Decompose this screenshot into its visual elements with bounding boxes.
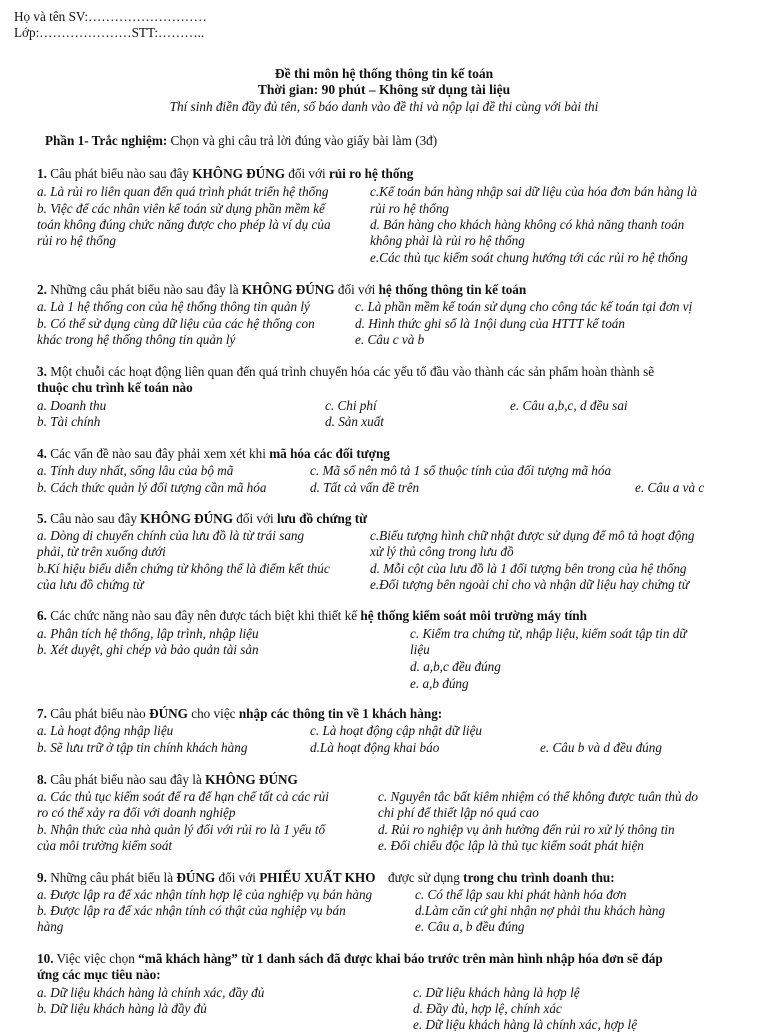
q6-option-e: e. a,b đúng bbox=[410, 676, 469, 691]
question-5-stem bbox=[37, 511, 367, 527]
q9-option-e: e. Câu a, b đều đúng bbox=[415, 919, 525, 934]
q1-option-b-cont: rủi ro hệ thống bbox=[37, 233, 117, 248]
q8-option-c: c. Nguyên tắc bất kiêm nhiệm có thể không được tuân thủ do bbox=[378, 789, 699, 804]
question-6-stem bbox=[37, 608, 587, 624]
question-emphasis: “mã khách hàng” từ 1 danh sách đã được khai báo trước trên màn hình nhập hóa đơn sẽ đáp bbox=[138, 951, 663, 966]
question-text: được sử dụng bbox=[388, 870, 460, 885]
q7-option-e: e. Câu b và d đều đúng bbox=[540, 740, 662, 755]
q10-option-d: d. Đầy đủ, hợp lệ, chính xác bbox=[413, 1001, 562, 1016]
q5-option-b-cont: của lưu đồ chứng từ bbox=[37, 577, 144, 592]
q1-option-c: c.Kế toán bán hàng nhập sai dữ liệu của hóa đơn bán hàng là bbox=[370, 184, 698, 199]
q2-option-b-cont: khác trong hệ thống thông tin quản lý bbox=[37, 332, 236, 347]
q5-option-d: d. Mỗi cột của lưu đồ là 1 đối tượng bên trong của hệ thống bbox=[370, 561, 687, 576]
question-emphasis: ứng các mục tiêu nào: bbox=[37, 967, 161, 982]
part1-label: Phần 1- Trắc nghiệm: bbox=[45, 133, 168, 148]
question-3-stem bbox=[37, 364, 654, 380]
question-2-stem bbox=[37, 282, 526, 298]
question-text: đối với bbox=[236, 511, 274, 526]
question-emphasis: ĐÚNG bbox=[149, 706, 188, 721]
question-number: 7. bbox=[37, 706, 47, 721]
q7-option-c: c. Là hoạt động cập nhật dữ liệu bbox=[310, 723, 483, 738]
q1-option-b: b. Việc để các nhân viên kế toán sử dụng phần mềm kế bbox=[37, 201, 325, 216]
question-text: Câu nào sau đây bbox=[50, 511, 137, 526]
question-3-stem-cont bbox=[37, 380, 193, 396]
q5-option-a-cont: phải, từ trên xuống dưới bbox=[37, 544, 166, 559]
exam-instructions: Thí sinh điền đầy đủ tên, số báo danh vào đề thi và nộp lại đề thi cùng với bài thi bbox=[169, 99, 599, 114]
q5-option-a: a. Dòng di chuyển chính của lưu đồ là từ trái sang bbox=[37, 528, 305, 543]
q9-option-b-cont: hàng bbox=[37, 919, 64, 934]
q9-option-d: d.Làm căn cứ ghi nhận nợ phải thu khách hàng bbox=[415, 903, 666, 918]
q8-option-c-cont: chi phí để thiết lập nó quá cao bbox=[378, 805, 539, 820]
q7-option-b: b. Sẽ lưu trữ ở tập tin chính khách hàng bbox=[37, 740, 248, 755]
part1-heading bbox=[45, 133, 437, 149]
q2-option-a: a. Là 1 hệ thống con của hệ thống thông tin quản lý bbox=[37, 299, 310, 314]
question-emphasis: lưu đồ chứng từ bbox=[276, 511, 368, 526]
question-emphasis: hệ thống thông tin kế toán bbox=[378, 282, 527, 297]
q10-option-e: e. Dữ liệu khách hàng là chính xác, hợp lệ bbox=[413, 1017, 638, 1032]
part1-text: Chọn và ghi câu trả lời đúng vào giấy bài làm (3đ) bbox=[170, 133, 438, 148]
q6-option-b: b. Xét duyệt, ghi chép và bảo quản tài sản bbox=[37, 642, 259, 657]
question-emphasis: KHÔNG ĐÚNG bbox=[241, 282, 335, 297]
question-text: Câu phát biểu nào sau đây bbox=[50, 166, 189, 181]
q8-option-b-cont: của môi trường kiểm soát bbox=[37, 838, 173, 853]
q3-option-a: a. Doanh thu bbox=[37, 398, 107, 413]
q6-option-d: d. a,b,c đều đúng bbox=[410, 659, 501, 674]
question-emphasis: rủi ro hệ thống bbox=[328, 166, 414, 181]
question-text: Các chức năng nào sau đây nên được tách biệt khi thiết kế bbox=[50, 608, 358, 623]
question-9-stem bbox=[37, 870, 615, 886]
question-8-stem bbox=[37, 772, 298, 788]
q2-option-b: b. Có thể sử dụng cùng dữ liệu của các hệ thống con bbox=[37, 316, 315, 331]
question-emphasis: KHÔNG ĐÚNG bbox=[205, 772, 298, 787]
q2-option-d: d. Hình thức ghi sổ là 1nội dung của HTTT kế toán bbox=[355, 316, 625, 331]
q4-option-b: b. Cách thức quản lý đối tượng cần mã hóa bbox=[37, 480, 267, 495]
question-text: Một chuỗi các hoạt động liên quan đến quá trình chuyển hóa các yếu tố đầu vào thành các sản phẩm hoàn thành sẽ bbox=[50, 364, 655, 379]
q10-option-c: c. Dữ liệu khách hàng là hợp lệ bbox=[413, 985, 580, 1000]
q8-option-d: d. Rủi ro nghiệp vụ ảnh hưởng đến rủi ro xử lý thông tin bbox=[378, 822, 675, 837]
question-number: 10. bbox=[37, 951, 54, 966]
q7-option-d: d.Là hoạt động khai báo bbox=[310, 740, 440, 755]
question-text: đối với bbox=[288, 166, 326, 181]
question-number: 2. bbox=[37, 282, 47, 297]
question-text: Câu phát biểu nào sau đây là bbox=[50, 772, 202, 787]
q5-option-b: b.Kí hiệu biểu diễn chứng từ không thể là điểm kết thúc bbox=[37, 561, 330, 576]
q2-option-c: c. Là phần mềm kế toán sử dụng cho công tác kế toán tại đơn vị bbox=[355, 299, 693, 314]
q7-option-a: a. Là hoạt động nhập liệu bbox=[37, 723, 174, 738]
question-emphasis: thuộc chu trình kế toán nào bbox=[37, 380, 193, 395]
q3-option-e: e. Câu a,b,c, d đều sai bbox=[510, 398, 628, 413]
question-text: Các vấn đề nào sau đây phải xem xét khi bbox=[50, 446, 266, 461]
question-text: Những câu phát biểu là bbox=[50, 870, 174, 885]
q9-option-b: b. Được lập ra để xác nhận tính có thật của nghiệp vụ bán bbox=[37, 903, 346, 918]
q3-option-d: d. Sản xuất bbox=[325, 414, 384, 429]
exam-title: Đề thi môn hệ thống thông tin kế toán bbox=[274, 66, 494, 81]
question-text: đối với bbox=[337, 282, 376, 297]
q4-option-e: e. Câu a và c bbox=[635, 480, 705, 495]
q4-option-d: d. Tất cả vấn đề trên bbox=[310, 480, 420, 495]
question-number: 8. bbox=[37, 772, 47, 787]
question-number: 6. bbox=[37, 608, 47, 623]
q3-option-c: c. Chi phí bbox=[325, 398, 377, 413]
question-text: cho việc bbox=[191, 706, 236, 721]
question-4-stem bbox=[37, 446, 390, 462]
question-number: 4. bbox=[37, 446, 47, 461]
exam-time: Thời gian: 90 phút – Không sử dụng tài liệu bbox=[257, 82, 511, 97]
q1-option-c-cont: rủi ro hệ thống bbox=[370, 201, 450, 216]
question-number: 3. bbox=[37, 364, 47, 379]
question-emphasis: PHIẾU XUẤT KHO bbox=[259, 870, 376, 885]
question-emphasis: nhập các thông tin về 1 khách hàng: bbox=[238, 706, 443, 721]
question-emphasis: KHÔNG ĐÚNG bbox=[140, 511, 233, 526]
q5-option-c-cont: xử lý thủ công trong lưu đồ bbox=[370, 544, 514, 559]
question-text: đối với bbox=[218, 870, 256, 885]
q10-option-b: b. Dữ liệu khách hàng là đầy đủ bbox=[37, 1001, 207, 1016]
q10-option-a: a. Dữ liệu khách hàng là chính xác, đầy đủ bbox=[37, 985, 265, 1000]
q1-option-d-cont: không phải là rủi ro hệ thống bbox=[370, 233, 525, 248]
question-number: 9. bbox=[37, 870, 47, 885]
q8-option-a: a. Các thủ tục kiểm soát để ra để hạn chế tất cả các rủi bbox=[37, 789, 329, 804]
question-number: 5. bbox=[37, 511, 47, 526]
q8-option-b: b. Nhận thức của nhà quản lý đối với rủi ro là 1 yếu tố bbox=[37, 822, 326, 837]
q1-option-b-cont: toán không đúng chức năng được cho phép là ví dụ của bbox=[37, 217, 331, 232]
question-emphasis: hệ thống kiểm soát môi trường máy tính bbox=[360, 608, 587, 623]
q1-option-d: d. Bán hàng cho khách hàng không có khả năng thanh toán bbox=[370, 217, 685, 232]
q9-option-c: c. Có thể lập sau khi phát hành hóa đơn bbox=[415, 887, 627, 902]
question-emphasis: mã hóa các đối tượng bbox=[269, 446, 390, 461]
question-10-stem bbox=[37, 951, 663, 967]
q4-option-c: c. Mã số nên mô tả 1 số thuộc tính của đối tượng mã hóa bbox=[310, 463, 612, 478]
q3-option-b: b. Tài chính bbox=[37, 414, 101, 429]
q8-option-a-cont: ro có thể xảy ra đối với doanh nghiệp bbox=[37, 805, 236, 820]
class-line: Lớp:…………………STT:……….. bbox=[14, 25, 205, 40]
q5-option-e: e.Đối tượng bên ngoài chỉ cho và nhận dữ liệu hay chứng từ bbox=[370, 577, 689, 592]
question-10-stem-cont bbox=[37, 967, 161, 983]
question-text: Những câu phát biểu nào sau đây là bbox=[50, 282, 239, 297]
q8-option-e: e. Đối chiếu độc lập là thủ tục kiểm soát phát hiện bbox=[378, 838, 644, 853]
q2-option-e: e. Câu c và b bbox=[355, 332, 425, 347]
q6-option-c-cont: liệu bbox=[410, 642, 430, 657]
question-emphasis: ĐÚNG bbox=[176, 870, 216, 885]
question-7-stem bbox=[37, 706, 442, 722]
q6-option-c: c. Kiểm tra chứng từ, nhập liệu, kiểm soát tập tin dữ bbox=[410, 626, 687, 641]
question-emphasis: KHÔNG ĐÚNG bbox=[192, 166, 285, 181]
q9-option-a: a. Được lập ra để xác nhận tính hợp lệ của nghiệp vụ bán hàng bbox=[37, 887, 373, 902]
question-text: Câu phát biểu nào bbox=[50, 706, 146, 721]
question-emphasis: trong chu trình doanh thu: bbox=[463, 870, 615, 885]
q1-option-a: a. Là rủi ro liên quan đến quá trình phát triển hệ thống bbox=[37, 184, 329, 199]
question-number: 1. bbox=[37, 166, 47, 181]
q1-option-e: e.Các thủ tục kiểm soát chung hướng tới các rủi ro hệ thống bbox=[370, 250, 688, 265]
q4-option-a: a. Tính duy nhất, sống lâu của bộ mã bbox=[37, 463, 234, 478]
question-1-stem bbox=[37, 166, 413, 182]
q6-option-a: a. Phân tích hệ thống, lập trình, nhập liệu bbox=[37, 626, 259, 641]
student-name-line: Họ và tên SV:……………………… bbox=[14, 9, 207, 24]
q5-option-c: c.Biểu tượng hình chữ nhật được sử dụng để mô tả hoạt động bbox=[370, 528, 695, 543]
question-text: Việc việc chọn bbox=[56, 951, 135, 966]
